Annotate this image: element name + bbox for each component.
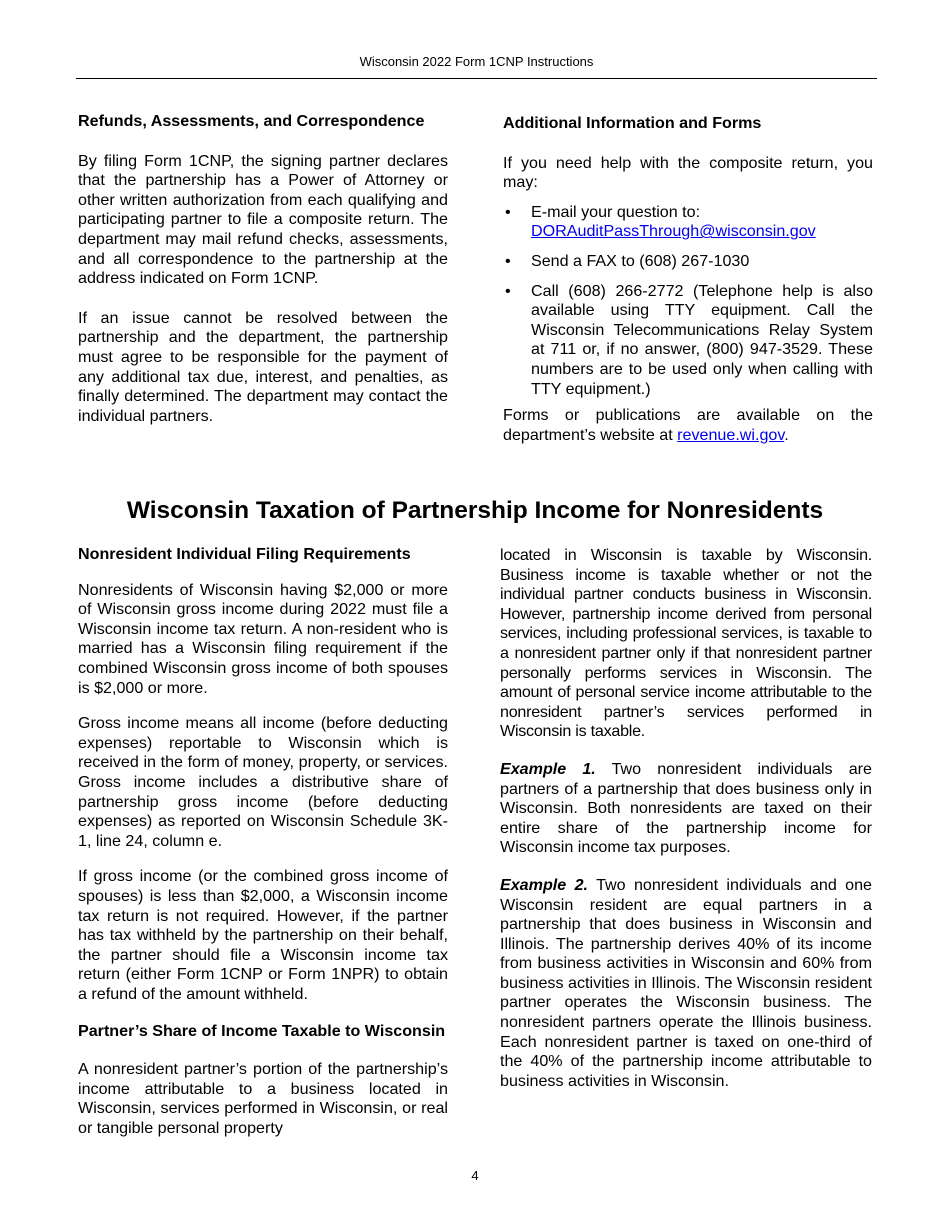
forms-text: Forms or publications are available on the department’s website at	[503, 406, 873, 444]
fax-text: Send a FAX to (608) 267-1030	[531, 251, 750, 270]
list-item	[503, 203, 873, 242]
website-link[interactable]: revenue.wi.gov	[677, 425, 785, 444]
forms-paragraph	[503, 406, 873, 445]
additional-info-intro: If you need help with the composite return, you may:	[503, 153, 873, 192]
partner-share-paragraph: A nonresident partner’s portion of the partnership’s income attributable to a business located in Wisconsin, services performed in Wisconsin, or real or tangible personal property	[78, 1060, 448, 1137]
additional-info-section	[503, 114, 873, 445]
partner-share-continued	[500, 546, 872, 1091]
refunds-paragraph-1: By filing Form 1CNP, the signing partner declares that the partnership has a Power of Attorney or other written authorization from each qualifying and participating partner to file a composite return. The department may mail refund checks, assessments, and all correspondence to the partnership at the address indicated on Form 1CNP.	[78, 151, 448, 288]
example-1-text: Two nonresident individuals are partners of a partnership that does business only in Wisconsin. Both nonresidents are taxed on their entire share of the partnership income for Wisconsin income tax purposes.	[500, 759, 872, 857]
list-item	[503, 282, 873, 400]
example-2-text: Two nonresident individuals and one Wisconsin resident are equal partners in a partnership that does business in Wisconsin and Illinois. The partnership derives 40% of its income from business activities in Wisconsin and 60% from business activities in Illinois. The Wisconsin resident partner operates the Wisconsin business. The nonresident partners operate the Illinois business. Each nonresident partner is taxed on one-third of the 40% of the partnership income attributable to business activities in Wisconsin.	[500, 875, 873, 1090]
page-number: 4	[471, 1168, 479, 1183]
example-2-label: Example 2.	[500, 875, 588, 894]
taxable-paragraph: located in Wisconsin is taxable by Wisconsin. Business income is taxable whether or not the individual partner conducts business in Wisconsin. However, partnership income derived from personal services, including professional services, is taxable to a nonresident partner only if that nonresident partner personally performs services in Wisconsin. The amount of personal service income attributable to the nonresident partner’s services performed in Wisconsin is taxable.	[500, 546, 872, 741]
filing-paragraph-2: Gross income means all income (before deducting expenses) reportable to Wisconsin which is received in the form of money, property, or services. Gross income includes a distributive share of partnership gross income (before deducting expenses) as reported on Wisconsin Schedule 3K-1, line 24, column e.	[78, 714, 448, 850]
bullet-icon: •	[505, 202, 511, 221]
email-link[interactable]: DORAuditPassThrough@wisconsin.gov	[531, 222, 816, 241]
additional-info-heading: Additional Information and Forms	[503, 114, 762, 132]
filing-paragraph-1: Nonresidents of Wisconsin having $2,000 or more of Wisconsin gross income during 2022 must file a Wisconsin income tax return. A non-resident who is married has a Wisconsin filing requirement if the combined Wisconsin gross income of both spouses is $2,000 or more.	[78, 580, 448, 697]
page-header: Wisconsin 2022 Form 1CNP Instructions	[76, 54, 877, 79]
refunds-heading: Refunds, Assessments, and Correspondence	[78, 112, 425, 130]
section-title: Wisconsin Taxation of Partnership Income for Nonresidents	[126, 497, 824, 524]
bullet-icon: •	[505, 281, 511, 300]
bullet-icon: •	[505, 251, 511, 270]
filing-paragraph-3: If gross income (or the combined gross income of spouses) is less than $2,000, a Wisconsin income tax return is not required. However, if the partner has tax withheld by the partnership on their behalf, the partner should file a Wisconsin income tax return (either Form 1CNP or Form 1NPR) to obtain a refund of the amount withheld.	[78, 867, 448, 1003]
list-item	[503, 252, 873, 272]
example-1	[500, 760, 872, 858]
forms-period: .	[784, 425, 789, 444]
example-1-label: Example 1.	[500, 759, 596, 778]
partner-share-heading: Partner’s Share of Income Taxable to Wisconsin	[78, 1022, 446, 1041]
refunds-paragraph-2: If an issue cannot be resolved between the partnership and the department, the partnership must agree to be responsible for the payment of any additional tax due, interest, and penalties, as finally determined. The department may contact the individual partners.	[78, 308, 448, 425]
help-list	[503, 203, 873, 399]
example-2	[500, 876, 872, 1092]
nonresident-filing-section	[78, 545, 448, 1138]
filing-requirements-heading: Nonresident Individual Filing Requirements	[78, 545, 411, 563]
call-text: Call (608) 266-2772 (Telephone help is also available using TTY equipment. Call the Wisconsin Telecommunications Relay System at 711 or, if no answer, (800) 947-3529. These numbers are to be used only when calling with TTY equipment.)	[531, 281, 873, 398]
email-label: E-mail your question to:	[531, 202, 701, 221]
refunds-section	[78, 112, 448, 426]
